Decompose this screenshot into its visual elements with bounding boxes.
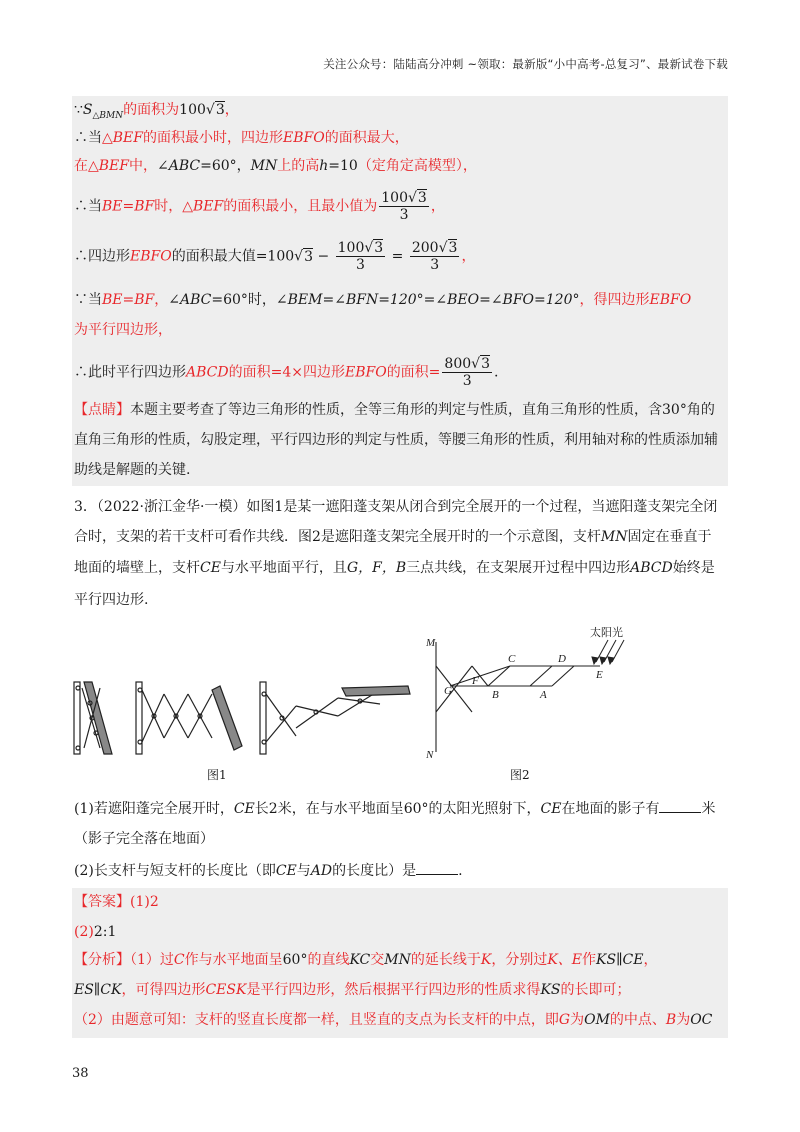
problem-line-2: 合时，支架的若干支杆可看作共线．图2是遮阳蓬支架完全展开时的一个示意图，支杆MN固定在垂直于 [74,529,712,545]
fig1-half-open-frame [136,682,242,754]
analysis-line-3: （2）由题意可知：支杆的竖直长度都一样，且竖直的支点为长支杆的中点，即G为OM的中点、B为OC [74,1012,713,1028]
analysis-line-1: 【分析】（1）过C作与水平地面呈60°的直线KC交MN的延长线于K，分别过K、E作KS∥CE， [74,952,658,968]
comment-line-1: 【点睛】本题主要考查了等边三角形的性质，全等三角形的判定与性质，直角三角形的性质，含30°角的 [74,402,715,418]
analysis-line-2: ES∥CK，可得四边形CESK是平行四边形，然后根据平行四边形的性质求得KS的长即可； [74,982,631,998]
question-1: (1)若遮阳蓬完全展开时，CE长2米，在与水平地面呈60°的太阳光照射下，CE在地面的影子有 米 [74,798,715,819]
label-e: E [596,669,603,681]
label-f: F [472,675,479,687]
fraction: $\frac{100√3}{3}$ [381,190,427,223]
solution-line-1: $\because S_{\triangle BMN}$的面积为100√3， [74,102,239,121]
page-header: 关注公众号：陆陆高分冲刺 ~领取：最新版“小中高考-总复习”、最新试卷下载 [323,57,728,71]
answer-line-1: 【答案】(1)2 [74,894,159,910]
solution-line-3: 在△BEF中，∠ABC=60°，MN上的高h=10（定角定高模型）， [74,158,477,174]
problem-line-3: 地面的墙壁上，支杆CE与水平地面平行，且G，F，B三点共线，在支架展开过程中四边形ABCD始终是 [74,560,715,576]
label-d: D [558,653,566,665]
solution-line-4: ∴当BE=BF时，△BEF的面积最小，且最小值为 $\frac{100√3}{3}$ ， [74,190,445,223]
fig1-open-frame [260,682,410,754]
solution-line-7: 为平行四边形， [74,322,172,338]
fig1-closed-frame [74,682,112,754]
solution-line-2: ∴当△BEF的面积最小时，四边形EBFO的面积最大， [74,130,409,146]
solution-line-8: ∴此时平行四边形ABCD的面积=4×四边形EBFO的面积= $\frac{800√3}{3}$ . [74,356,499,389]
label-a: A [540,689,547,701]
answer-blank-2[interactable] [416,860,458,875]
figure-1 [70,668,420,768]
sunlight-arrows [592,640,624,664]
answer-blank-1[interactable] [659,798,701,813]
fraction: $\frac{100√3}{3}$ [337,240,384,273]
label-n: N [426,749,434,761]
sunlight-label: 太阳光 [590,626,623,639]
label-g: G [444,685,452,697]
label-b: B [492,689,499,701]
figure-1-caption: 图1 [207,768,227,782]
problem-line-1: 3．（2022·浙江金华·一模）如图1是某一遮阳蓬支架从闭合到完全展开的一个过程，当遮阳蓬支架完全闭 [74,499,718,515]
comment-line-3: 助线是解题的关键. [74,462,191,478]
comment-line-2: 直角三角形的性质，勾股定理，平行四边形的判定与性质，等腰三角形的性质，利用轴对称的性质添加辅 [74,432,718,448]
figure-2 [426,624,646,764]
solution-line-5: ∴四边形EBFO的面积最大值=100√3 − $\frac{100√3}{3}$ = $\frac{200√3}{3}$ ， [74,240,476,273]
question-2: (2)长支杆与短支杆的长度比（即CE与AD的长度比）是 . [74,860,463,881]
problem-line-4: 平行四边形. [74,592,149,608]
answer-line-2: (2)2:1 [74,924,117,940]
fraction: $\frac{200√3}{3}$ [411,240,458,273]
label-m: M [426,637,436,649]
figure-2-caption: 图2 [510,768,530,782]
label-c: C [508,653,516,665]
fraction: $\frac{800√3}{3}$ [444,356,490,389]
question-1-note: （影子完全落在地面） [74,831,214,847]
solution-line-6: ∵当BE=BF，∠ABC=60°时，∠BEM=∠BFN=120°=∠BEO=∠BFO=120°，得四边形EBFO [74,292,692,308]
page-number: 38 [72,1066,89,1081]
